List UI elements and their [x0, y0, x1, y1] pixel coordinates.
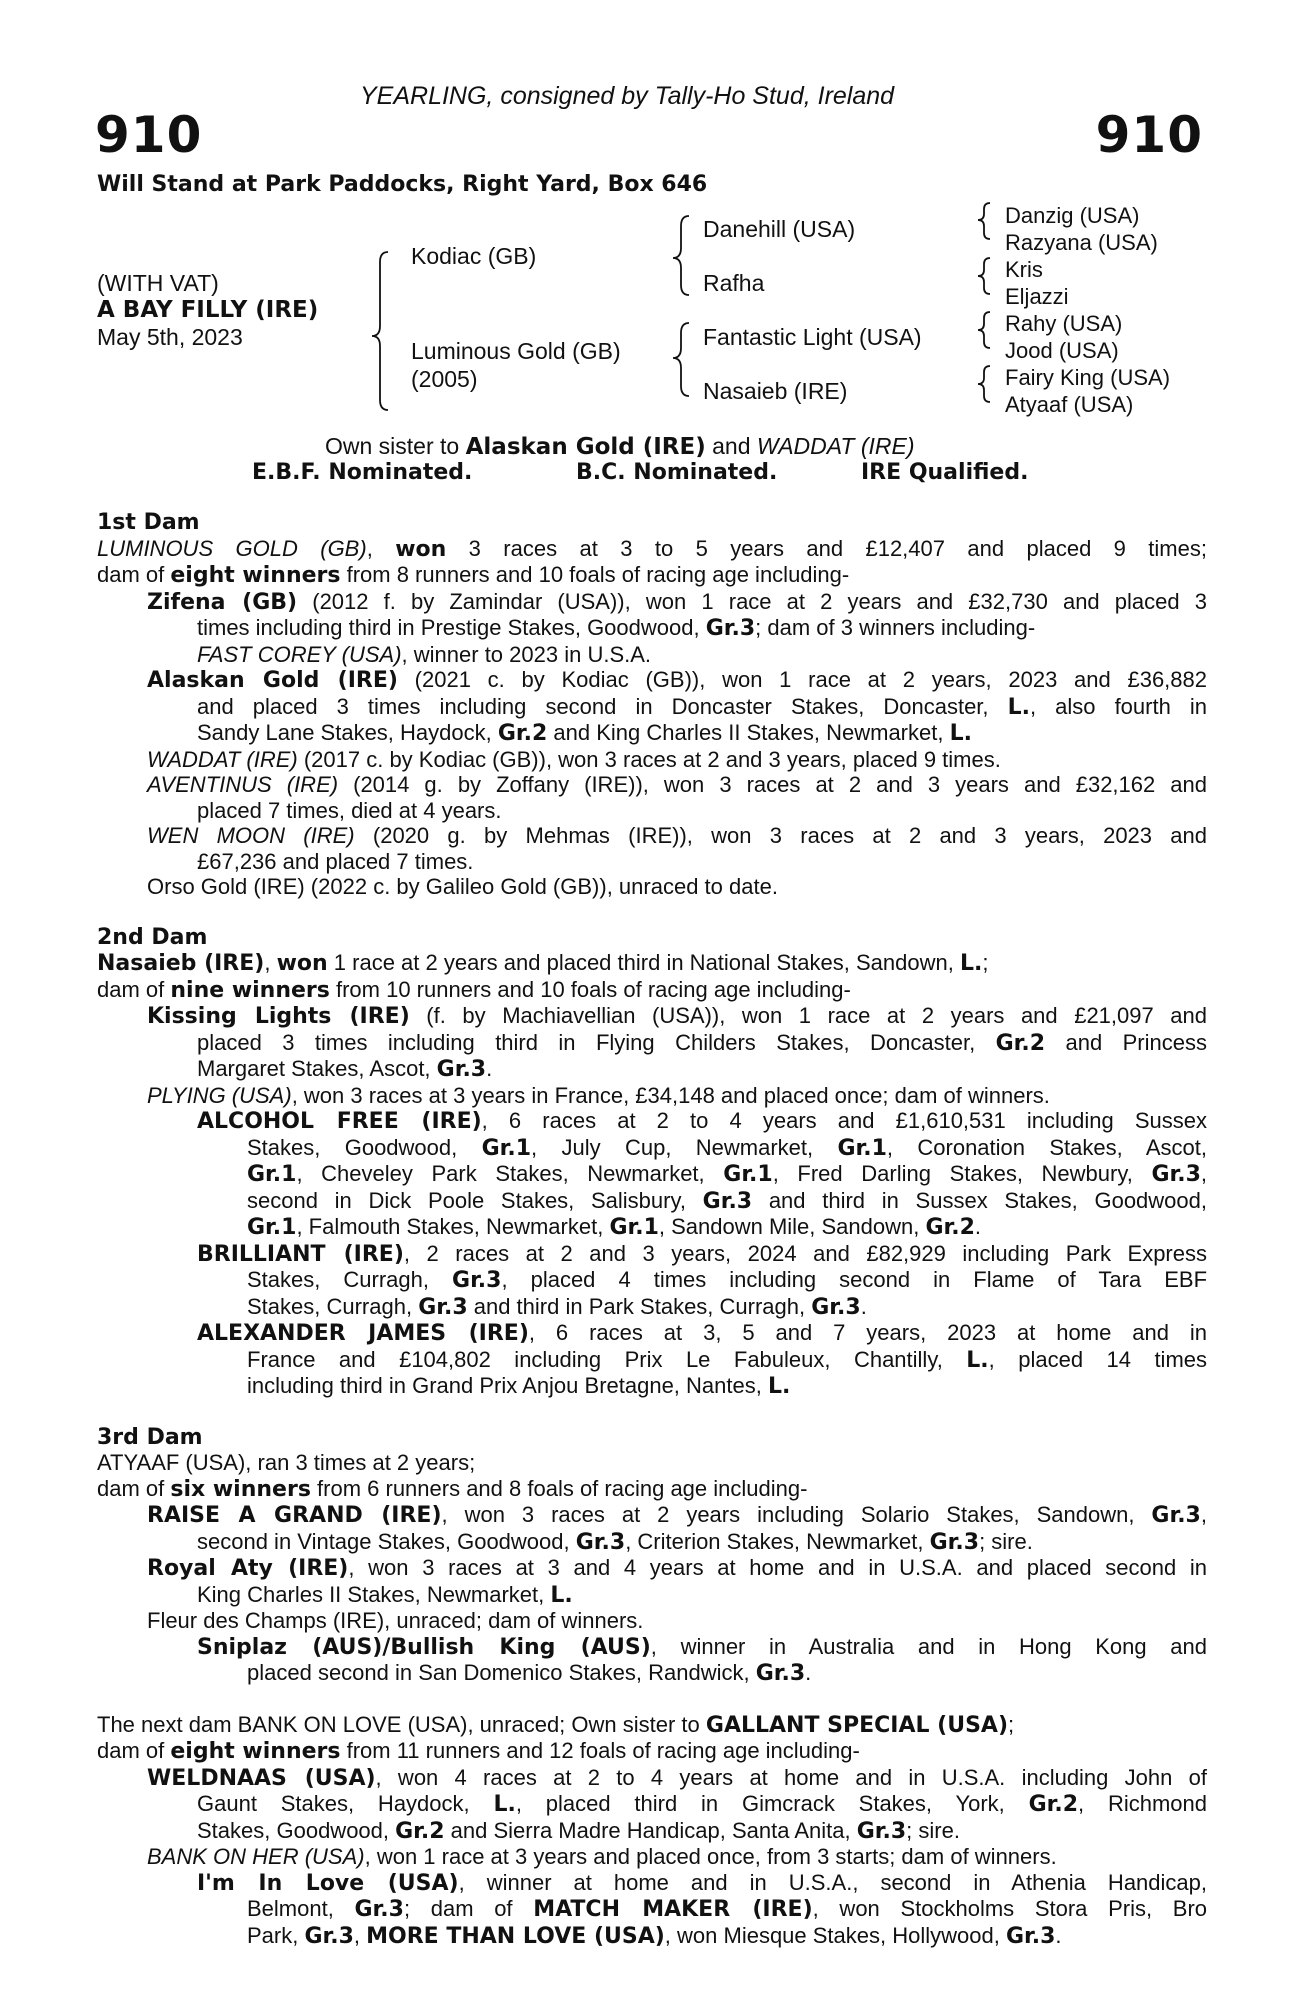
- nomination-ebf: E.B.F. Nominated.: [252, 460, 473, 485]
- second-dam-heading: 2nd Dam: [97, 924, 208, 950]
- zifena-line-1: Zifena (GB) (2012 f. by Zamindar (USA)), won 1 race at 2 years and £32,730 and placed 3: [147, 588, 1207, 615]
- next-dam-line-2: dam of eight winners from 11 runners and 12 foals of racing age including-: [97, 1738, 860, 1764]
- im-in-love-line-2: Belmont, Gr.3; dam of MATCH MAKER (IRE), won Stockholms Stora Pris, Bro: [247, 1896, 1208, 1922]
- bracket-g3: [978, 312, 990, 348]
- alcohol-free-line-1: ALCOHOL FREE (IRE), 6 races at 2 to 4 years and £1,610,531 including Sussex: [197, 1108, 1207, 1134]
- fast-corey-line: FAST COREY (USA), winner to 2023 in U.S.A.: [197, 641, 652, 667]
- first-dam-heading: 1st Dam: [97, 510, 200, 535]
- brilliant-line-1: BRILLIANT (IRE), 2 races at 2 and 3 years, 2024 and £82,929 including Park Express: [197, 1240, 1207, 1267]
- second-dam-line-1: Nasaieb (IRE), won 1 race at 2 years and placed third in National Stakes, Sandown, L.;: [97, 950, 989, 976]
- nomination-bc: B.C. Nominated.: [576, 460, 778, 485]
- second-dam-line-2: dam of nine winners from 10 runners and 10 foals of racing age including-: [97, 976, 851, 1003]
- raise-a-grand-line-2: second in Vintage Stakes, Goodwood, Gr.3, Criterion Stakes, Newmarket, Gr.3; sire.: [197, 1528, 1033, 1555]
- alexander-james-line-1: ALEXANDER JAMES (IRE), 6 races at 3, 5 and 7 years, 2023 at home and in: [197, 1320, 1207, 1346]
- plying-line: PLYING (USA), won 3 races at 3 years in France, £34,148 and placed once; dam of winners.: [147, 1082, 1050, 1108]
- wen-moon-line-2: £67,236 and placed 7 times.: [197, 848, 474, 874]
- alexander-james-line-2: France and £104,802 including Prix Le Fabuleux, Chantilly, L., placed 14 times: [247, 1346, 1208, 1373]
- brilliant-line-2: Stakes, Curragh, Gr.3, placed 4 times including second in Flame of Tara EBF: [247, 1267, 1208, 1293]
- pedigree-sire-dam: Rafha: [703, 270, 765, 296]
- alcohol-free-line-4: second in Dick Poole Stakes, Salisbury, Gr.3 and third in Sussex Stakes, Goodwood,: [247, 1187, 1207, 1214]
- stand-location: Will Stand at Park Paddocks, Right Yard, Box 646: [97, 172, 708, 197]
- pedigree-g3: Kris: [1005, 257, 1043, 282]
- own-sister-line: Own sister to Alaskan Gold (IRE) and WADDAT (IRE): [325, 433, 915, 460]
- weldnaas-line-3: Stakes, Goodwood, Gr.2 and Sierra Madre Handicap, Santa Anita, Gr.3; sire.: [197, 1817, 960, 1844]
- third-dam-line-2: dam of six winners from 6 runners and 8 foals of racing age including-: [97, 1475, 808, 1502]
- pedigree-dam-year: (2005): [411, 366, 478, 392]
- pedigree-g2: Razyana (USA): [1005, 230, 1158, 255]
- royal-aty-line-2: King Charles II Stakes, Newmarket, L.: [197, 1581, 573, 1608]
- royal-aty-line-1: Royal Aty (IRE), won 3 races at 3 and 4 years at home and in U.S.A. and placed second in: [147, 1555, 1207, 1581]
- raise-a-grand-line-1: RAISE A GRAND (IRE), won 3 races at 2 years including Solario Stakes, Sandown, Gr.3,: [147, 1502, 1207, 1528]
- horse-name: A BAY FILLY (IRE): [97, 297, 319, 323]
- alaskan-gold-line-1: Alaskan Gold (IRE) (2021 c. by Kodiac (GB)), won 1 race at 2 years, 2023 and £36,882: [147, 667, 1207, 693]
- fleur-des-champs-line: Fleur des Champs (IRE), unraced; dam of winners.: [147, 1608, 644, 1633]
- pedigree-dam-sire: Fantastic Light (USA): [703, 324, 922, 350]
- pedigree-sire-sire: Danehill (USA): [703, 216, 856, 242]
- first-dam-line-2: dam of eight winners from 8 runners and 10 foals of racing age including-: [97, 562, 850, 588]
- pedigree-sire: Kodiac (GB): [411, 243, 537, 269]
- brilliant-line-3: Stakes, Curragh, Gr.3 and third in Park Stakes, Curragh, Gr.3.: [247, 1293, 867, 1320]
- zifena-line-2: times including third in Prestige Stakes, Goodwood, Gr.3; dam of 3 winners including-: [197, 615, 1036, 641]
- alcohol-free-line-5: Gr.1, Falmouth Stakes, Newmarket, Gr.1, Sandown Mile, Sandown, Gr.2.: [247, 1214, 982, 1240]
- aventinus-line-1: AVENTINUS (IRE) (2014 g. by Zoffany (IRE)), won 3 races at 2 and 3 years and £32,162 and: [147, 772, 1207, 797]
- sniplaz-line-1: Sniplaz (AUS)/Bullish King (AUS), winner in Australia and in Hong Kong and: [197, 1633, 1207, 1660]
- alcohol-free-line-2: Stakes, Goodwood, Gr.1, July Cup, Newmarket, Gr.1, Coronation Stakes, Ascot,: [247, 1134, 1207, 1161]
- consignor-line: YEARLING, consigned by Tally-Ho Stud, Ireland: [360, 82, 895, 110]
- kissing-lights-line-1: Kissing Lights (IRE) (f. by Machiavellian (USA)), won 1 race at 2 years and £21,097 and: [147, 1003, 1207, 1029]
- alaskan-gold-line-2: and placed 3 times including second in Doncaster Stakes, Doncaster, L., also fourth in: [197, 693, 1207, 720]
- weldnaas-line-1: WELDNAAS (USA), won 4 races at 2 to 4 years at home and in U.S.A. including John of: [147, 1764, 1207, 1791]
- alcohol-free-line-3: Gr.1, Cheveley Park Stakes, Newmarket, Gr.1, Fred Darling Stakes, Newbury, Gr.3,: [247, 1161, 1207, 1187]
- im-in-love-line-3: Park, Gr.3, MORE THAN LOVE (USA), won Miesque Stakes, Hollywood, Gr.3.: [247, 1922, 1062, 1949]
- lot-number-left: 910: [95, 106, 203, 164]
- lot-number-right: 910: [1095, 106, 1203, 164]
- bracket-g4: [978, 366, 990, 402]
- alaskan-gold-line-3: Sandy Lane Stakes, Haydock, Gr.2 and King Charles II Stakes, Newmarket, L.: [197, 720, 972, 746]
- im-in-love-line-1: I'm In Love (USA), winner at home and in U.S.A., second in Athenia Handicap,: [197, 1869, 1207, 1896]
- pedigree-dam-dam: Nasaieb (IRE): [703, 378, 848, 404]
- bank-on-her-line: BANK ON HER (USA), won 1 race at 3 years and placed once, from 3 starts; dam of winners.: [147, 1844, 1057, 1869]
- horse-dob: May 5th, 2023: [97, 324, 243, 350]
- wen-moon-line-1: WEN MOON (IRE) (2020 g. by Mehmas (IRE)), won 3 races at 2 and 3 years, 2023 and: [147, 823, 1207, 848]
- waddat-line: WADDAT (IRE) (2017 c. by Kodiac (GB)), won 3 races at 2 and 3 years, placed 9 times.: [147, 746, 1001, 772]
- next-dam-line-1: The next dam BANK ON LOVE (USA), unraced; Own sister to GALLANT SPECIAL (USA);: [97, 1711, 1015, 1738]
- bracket-g2: [978, 258, 990, 294]
- bracket-main: [372, 252, 388, 410]
- third-dam-heading: 3rd Dam: [97, 1424, 203, 1450]
- third-dam-line-1: ATYAAF (USA), ran 3 times at 2 years;: [97, 1450, 476, 1475]
- bracket-g1: [978, 203, 990, 239]
- weldnaas-line-2: Gaunt Stakes, Haydock, L., placed third in Gimcrack Stakes, York, Gr.2, Richmond: [197, 1791, 1207, 1817]
- pedigree-g8: Atyaaf (USA): [1005, 392, 1134, 417]
- bracket-sire: [673, 216, 689, 295]
- alexander-james-line-3: including third in Grand Prix Anjou Bretagne, Nantes, L.: [247, 1373, 791, 1399]
- kissing-lights-line-2: placed 3 times including third in Flying Childers Stakes, Doncaster, Gr.2 and Princess: [197, 1029, 1207, 1056]
- pedigree-g7: Fairy King (USA): [1005, 365, 1171, 390]
- first-dam-line-1: LUMINOUS GOLD (GB), won 3 races at 3 to 5 years and £12,407 and placed 9 times;: [97, 535, 1207, 562]
- aventinus-line-2: placed 7 times, died at 4 years.: [197, 797, 502, 823]
- pedigree-g4: Eljazzi: [1005, 284, 1069, 309]
- sniplaz-line-2: placed second in San Domenico Stakes, Randwick, Gr.3.: [247, 1660, 812, 1686]
- pedigree-dam: Luminous Gold (GB): [411, 338, 621, 364]
- pedigree-g5: Rahy (USA): [1005, 311, 1123, 336]
- pedigree-g6: Jood (USA): [1005, 338, 1119, 363]
- orso-gold-line: Orso Gold (IRE) (2022 c. by Galileo Gold (GB)), unraced to date.: [147, 874, 778, 899]
- pedigree-g1: Danzig (USA): [1005, 203, 1140, 228]
- kissing-lights-line-3: Margaret Stakes, Ascot, Gr.3.: [197, 1056, 493, 1082]
- vat-note: (WITH VAT): [97, 270, 219, 296]
- catalogue-body: [97, 510, 1207, 1949]
- nomination-ire: IRE Qualified.: [861, 460, 1029, 485]
- bracket-dam: [673, 323, 689, 396]
